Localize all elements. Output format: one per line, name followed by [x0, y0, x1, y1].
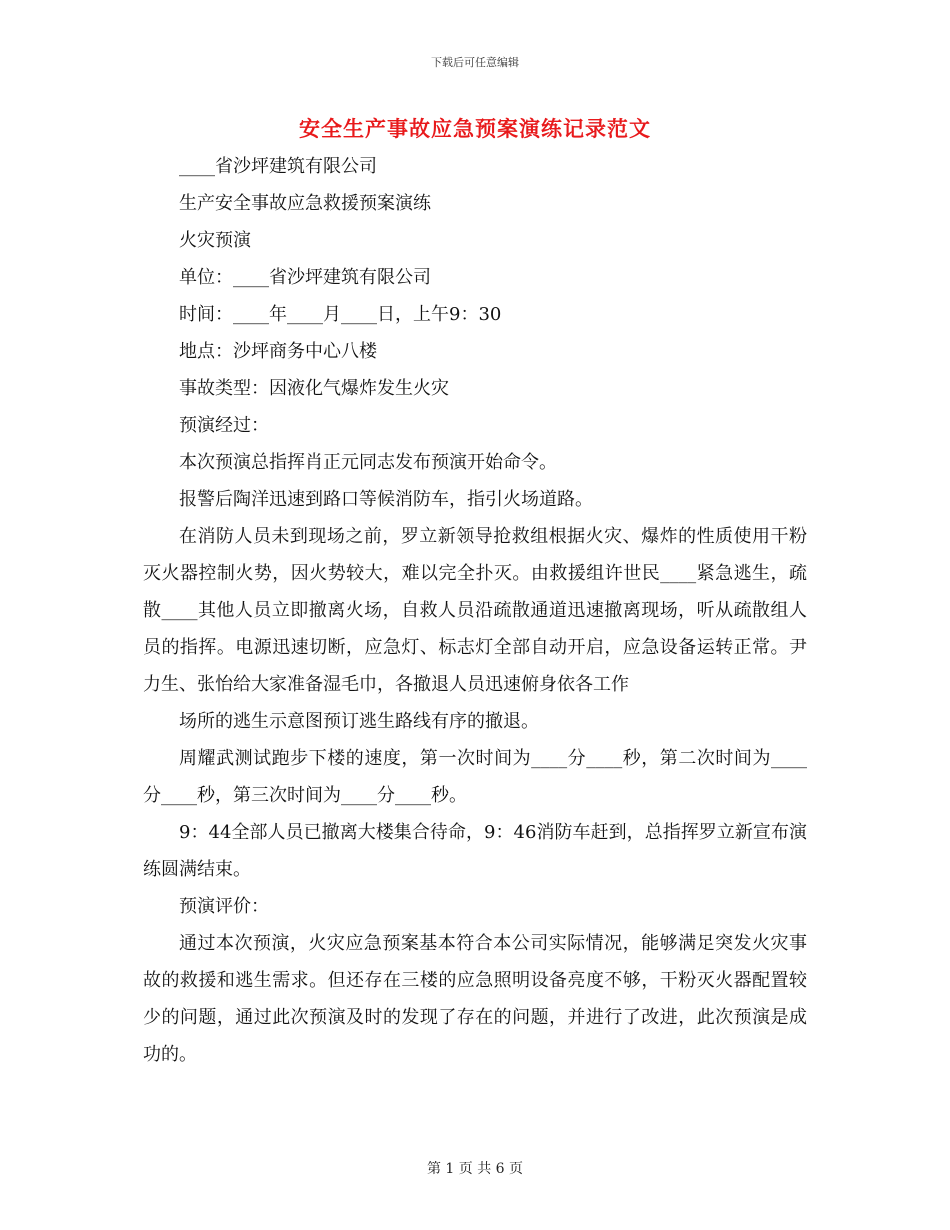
paragraph-unit: 单位：____省沙坪建筑有限公司	[179, 267, 431, 288]
paragraph-evaluation-heading: 预演评价：	[179, 896, 269, 917]
paragraph-evacuation-route: 场所的逃生示意图预订逃生路线有序的撤退。	[179, 711, 539, 732]
paragraph-time: 时间：____年____月____日，上午9：30	[179, 304, 502, 325]
paragraph-process-heading: 预演经过：	[179, 415, 269, 436]
paragraph-drill-name: 生产安全事故应急救援预案演练	[179, 193, 431, 214]
paragraph-alarm: 报警后陶洋迅速到路口等候消防车，指引火场道路。	[179, 489, 593, 510]
paragraph-start-command: 本次预演总指挥肖正元同志发布预演开始命令。	[179, 452, 557, 473]
document-title: 安全生产事故应急预案演练记录范文	[299, 116, 651, 141]
paragraph-timing-test: 周耀武测试跑步下楼的速度，第一次时间为____分____秒，第二次时间为____分____秒，第三次时间为____分____秒。	[143, 748, 807, 806]
document-body	[143, 148, 807, 1073]
paragraph-drill-type: 火灾预演	[179, 230, 251, 251]
paragraph-evaluation: 通过本次预演，火灾应急预案基本符合本公司实际情况，能够满足突发火灾事故的救援和逃生需求。但还存在三楼的应急照明设备亮度不够，干粉灭火器配置较少的问题，通过此次预演及时的发现了存在的问题，并进行了改进，此次预演是成功的。	[143, 933, 807, 1065]
paragraph-accident-type: 事故类型：因液化气爆炸发生火灾	[179, 378, 449, 399]
paragraph-company: ____省沙坪建筑有限公司	[179, 156, 377, 177]
paragraph-rescue: 在消防人员未到现场之前，罗立新领导抢救组根据火灾、爆炸的性质使用干粉灭火器控制火势，因火势较大，难以完全扑灭。由救援组许世民____紧急逃生，疏散____其他人员立即撤离火场，自救人员沿疏散通道迅速撤离现场，听从疏散组人员的指挥。电源迅速切断，应急灯、标志灯全部自动开启，应急设备运转正常。尹力生、张怡给大家准备湿毛巾，各撤退人员迅速俯身依各工作	[143, 526, 807, 695]
page-header: 下载后可任意编辑	[431, 56, 519, 69]
paragraph-drill-end: 9：44全部人员已撤离大楼集合待命，9：46消防车赶到，总指挥罗立新宣布演练圆满结束。	[143, 822, 807, 880]
paragraph-location: 地点：沙坪商务中心八楼	[179, 341, 377, 362]
page-footer: 第 1 页 共 6 页	[426, 1161, 524, 1177]
